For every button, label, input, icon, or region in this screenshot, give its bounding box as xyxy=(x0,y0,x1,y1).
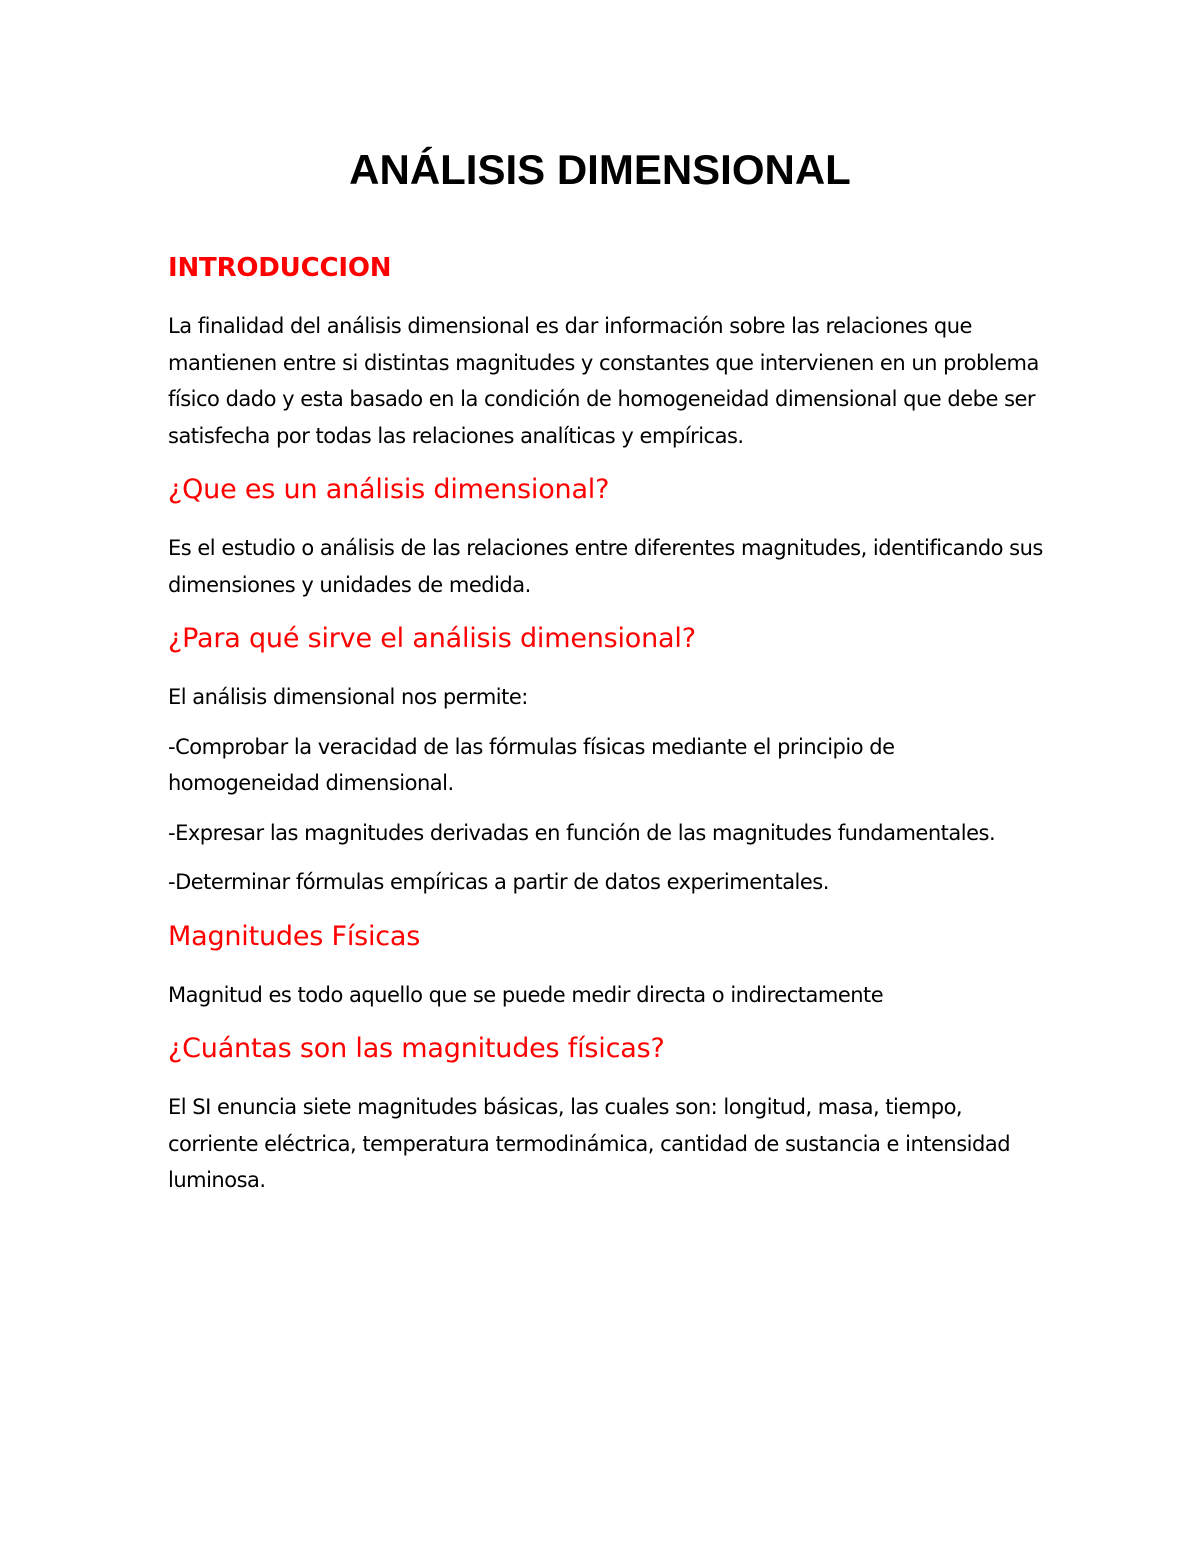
section-heading-que-es: ¿Que es un análisis dimensional? xyxy=(168,474,610,505)
list-item: -Expresar las magnitudes derivadas en función de las magnitudes fundamentales. xyxy=(168,820,996,845)
page-title: ANÁLISIS DIMENSIONAL xyxy=(349,146,851,193)
list-item: -Comprobar la veracidad de las fórmulas físicas mediante el principio de homogeneidad dimensional. xyxy=(168,734,895,795)
section-heading-cuantas-son: ¿Cuántas son las magnitudes físicas? xyxy=(168,1033,665,1064)
paragraph: Es el estudio o análisis de las relaciones entre diferentes magnitudes, identificando sus dimensiones y unidades de medida. xyxy=(168,536,1043,597)
paragraph: El SI enuncia siete magnitudes básicas, las cuales son: longitud, masa, tiempo, corriente eléctrica, temperatura termodinámica, cantidad de sustancia e intensidad luminosa. xyxy=(168,1095,1011,1192)
document-body xyxy=(168,248,1048,1199)
paragraph: El análisis dimensional nos permite: xyxy=(168,685,528,709)
paragraph: Magnitud es todo aquello que se puede medir directa o indirectamente xyxy=(168,982,884,1007)
section-heading-para-que-sirve: ¿Para qué sirve el análisis dimensional? xyxy=(168,623,696,654)
list-item: -Determinar fórmulas empíricas a partir de datos experimentales. xyxy=(168,870,829,894)
section-heading-magnitudes-fisicas: Magnitudes Físicas xyxy=(168,920,421,952)
paragraph: La finalidad del análisis dimensional es dar información sobre las relaciones que mantienen entre si distintas magnitudes y constantes que intervienen en un problema físico dado y esta basado en la condición de homogeneidad dimensional que debe ser satisfecha por todas las relaciones analíticas y empíricas. xyxy=(168,314,1039,448)
section-heading-introduccion: INTRODUCCION xyxy=(168,253,392,283)
